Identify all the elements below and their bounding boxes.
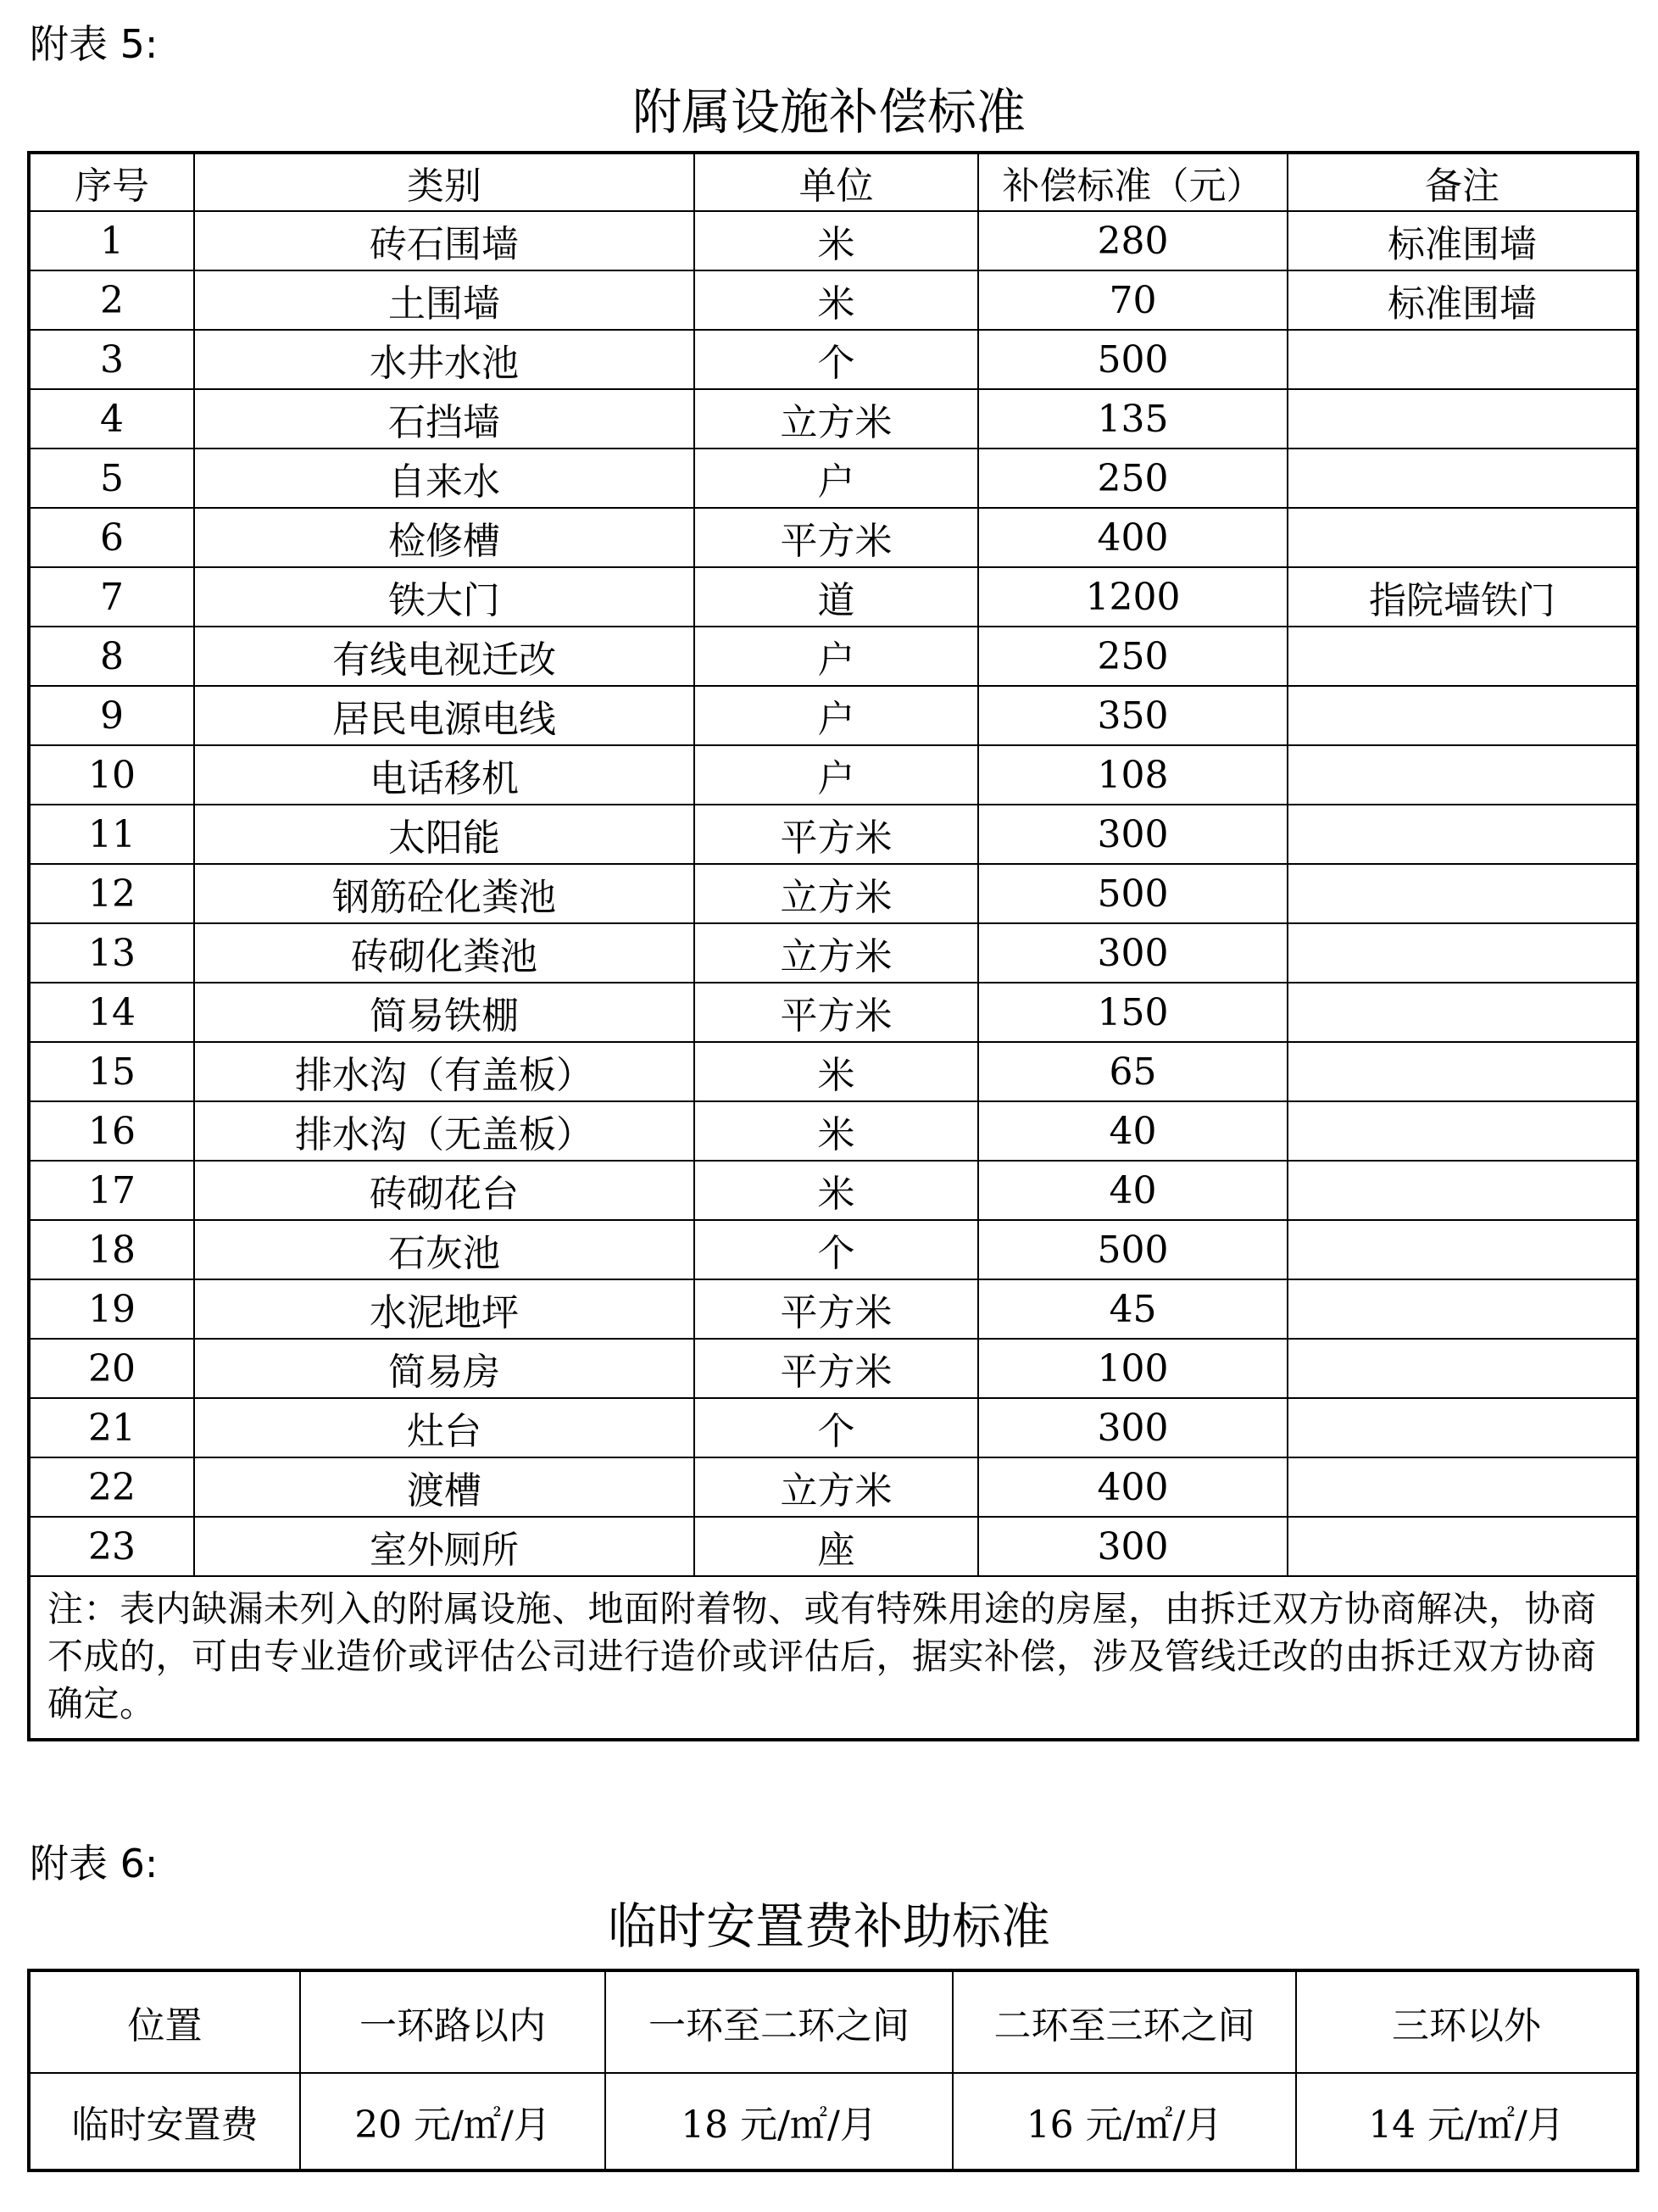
table-row (29, 1517, 1638, 1576)
table-cell: 300 (978, 923, 1288, 983)
table-cell: 排水沟（无盖板） (194, 1101, 694, 1161)
table-cell: 铁大门 (194, 567, 694, 627)
table-cell: 个 (694, 330, 978, 389)
header-cell: 一环至二环之间 (605, 1970, 953, 2073)
table-cell: 150 (978, 983, 1288, 1042)
header-cell: 备注 (1288, 153, 1638, 211)
header-row (29, 1970, 1638, 2073)
table-cell: 户 (694, 627, 978, 686)
annex5-table (27, 151, 1639, 1741)
table-cell: 18 (29, 1220, 194, 1279)
table-cell: 米 (694, 1042, 978, 1101)
table-cell (1288, 1279, 1638, 1339)
table-cell: 65 (978, 1042, 1288, 1101)
table-cell: 21 (29, 1398, 194, 1457)
table-cell: 22 (29, 1457, 194, 1517)
table-cell (1288, 389, 1638, 449)
table-row (29, 330, 1638, 389)
table-row (29, 449, 1638, 508)
table-cell: 3 (29, 330, 194, 389)
table-cell: 立方米 (694, 864, 978, 923)
table-cell: 250 (978, 449, 1288, 508)
table-cell: 米 (694, 1101, 978, 1161)
annex6-table (27, 1969, 1639, 2172)
table-cell: 23 (29, 1517, 194, 1576)
table-cell: 户 (694, 745, 978, 805)
table-cell: 检修槽 (194, 508, 694, 567)
table-cell: 立方米 (694, 923, 978, 983)
header-cell: 单位 (694, 153, 978, 211)
table-cell: 5 (29, 449, 194, 508)
table-row (29, 1101, 1638, 1161)
table-cell: 70 (978, 270, 1288, 330)
table-row (29, 211, 1638, 270)
table-cell: 道 (694, 567, 978, 627)
annex6-title: 临时安置费补助标准 (607, 1897, 1050, 1955)
table-cell: 电话移机 (194, 745, 694, 805)
table-cell: 标准围墙 (1288, 211, 1638, 270)
table-cell: 平方米 (694, 805, 978, 864)
table-cell: 米 (694, 211, 978, 270)
table-cell: 280 (978, 211, 1288, 270)
table-cell: 指院墙铁门 (1288, 567, 1638, 627)
header-row (29, 153, 1638, 211)
table-cell: 标准围墙 (1288, 270, 1638, 330)
table-row (29, 1220, 1638, 1279)
table-cell: 15 (29, 1042, 194, 1101)
table-cell (1288, 1339, 1638, 1398)
table-row (29, 508, 1638, 567)
table-cell: 水井水池 (194, 330, 694, 389)
table-cell: 米 (694, 270, 978, 330)
annex5-label: 附表 5: (30, 21, 159, 67)
table-cell: 自来水 (194, 449, 694, 508)
table-cell: 立方米 (694, 1457, 978, 1517)
table-cell: 16 (29, 1101, 194, 1161)
table-cell: 500 (978, 1220, 1288, 1279)
table-cell: 300 (978, 1517, 1288, 1576)
table-cell: 个 (694, 1398, 978, 1457)
annex5-table-body (29, 211, 1638, 1576)
table-cell: 2 (29, 270, 194, 330)
table-row (29, 923, 1638, 983)
table-cell: 立方米 (694, 389, 978, 449)
table-cell: 土围墙 (194, 270, 694, 330)
table-cell: 11 (29, 805, 194, 864)
table-cell: 9 (29, 686, 194, 745)
table-row (29, 1279, 1638, 1339)
table-cell (1288, 1101, 1638, 1161)
table-cell: 20 元/㎡/月 (300, 2073, 605, 2170)
table-cell: 平方米 (694, 1339, 978, 1398)
table-cell (1288, 1042, 1638, 1101)
table-cell (1288, 686, 1638, 745)
annex5-note: 注：表内缺漏未列入的附属设施、地面附着物、或有特殊用途的房屋，由拆迁双方协商解决，协商不成的，可由专业造价或评估公司进行造价或评估后，据实补偿，涉及管线迁改的由拆迁双方协商确定。 (29, 1576, 1638, 1740)
table-cell: 砖砌花台 (194, 1161, 694, 1220)
table-cell: 400 (978, 1457, 1288, 1517)
table-cell: 13 (29, 923, 194, 983)
table-cell: 简易房 (194, 1339, 694, 1398)
table-row (29, 1457, 1638, 1517)
table-cell: 7 (29, 567, 194, 627)
table-cell: 100 (978, 1339, 1288, 1398)
table-cell: 250 (978, 627, 1288, 686)
table-cell: 太阳能 (194, 805, 694, 864)
table-cell: 简易铁棚 (194, 983, 694, 1042)
table-cell: 砖石围墙 (194, 211, 694, 270)
table-cell: 19 (29, 1279, 194, 1339)
table-cell: 12 (29, 864, 194, 923)
table-cell (1288, 330, 1638, 389)
table-cell: 渡槽 (194, 1457, 694, 1517)
table-cell: 米 (694, 1161, 978, 1220)
table-cell (1288, 923, 1638, 983)
table-row (29, 1042, 1638, 1101)
table-cell (1288, 1161, 1638, 1220)
table-cell (1288, 1457, 1638, 1517)
table-cell: 室外厕所 (194, 1517, 694, 1576)
table-row (29, 864, 1638, 923)
table-cell: 平方米 (694, 983, 978, 1042)
header-cell: 二环至三环之间 (953, 1970, 1296, 2073)
table-cell: 钢筋砼化粪池 (194, 864, 694, 923)
annex6-label: 附表 6: (30, 1841, 159, 1886)
table-cell (1288, 1220, 1638, 1279)
table-cell (1288, 449, 1638, 508)
table-cell (1288, 1398, 1638, 1457)
table-row (29, 686, 1638, 745)
table-cell: 个 (694, 1220, 978, 1279)
table-cell: 18 元/㎡/月 (605, 2073, 953, 2170)
table-cell: 1200 (978, 567, 1288, 627)
table-row (29, 1161, 1638, 1220)
table-cell: 350 (978, 686, 1288, 745)
table-cell (1288, 627, 1638, 686)
table-cell: 500 (978, 330, 1288, 389)
table-cell: 40 (978, 1101, 1288, 1161)
table-row (29, 270, 1638, 330)
table-cell: 石灰池 (194, 1220, 694, 1279)
table-cell: 灶台 (194, 1398, 694, 1457)
header-cell: 三环以外 (1296, 1970, 1638, 2073)
table-cell: 16 元/㎡/月 (953, 2073, 1296, 2170)
table-cell: 17 (29, 1161, 194, 1220)
header-cell: 一环路以内 (300, 1970, 605, 2073)
table-row (29, 745, 1638, 805)
table-cell: 4 (29, 389, 194, 449)
table-cell: 平方米 (694, 1279, 978, 1339)
table-cell: 排水沟（有盖板） (194, 1042, 694, 1101)
table-row (29, 389, 1638, 449)
table-cell: 水泥地坪 (194, 1279, 694, 1339)
table-cell: 石挡墙 (194, 389, 694, 449)
header-cell: 位置 (29, 1970, 300, 2073)
table-cell: 户 (694, 449, 978, 508)
table-cell: 1 (29, 211, 194, 270)
table-cell: 108 (978, 745, 1288, 805)
table-cell: 临时安置费 (29, 2073, 300, 2170)
table-cell: 20 (29, 1339, 194, 1398)
table-row (29, 1398, 1638, 1457)
table-cell: 6 (29, 508, 194, 567)
header-cell: 补偿标准（元） (978, 153, 1288, 211)
table-cell (1288, 805, 1638, 864)
table-row (29, 1339, 1638, 1398)
table-cell: 8 (29, 627, 194, 686)
table-cell: 14 (29, 983, 194, 1042)
table-cell: 40 (978, 1161, 1288, 1220)
table-cell: 砖砌化粪池 (194, 923, 694, 983)
table-cell: 135 (978, 389, 1288, 449)
table-cell: 45 (978, 1279, 1288, 1339)
table-row (29, 805, 1638, 864)
table-cell: 户 (694, 686, 978, 745)
table-cell (1288, 983, 1638, 1042)
table-row (29, 567, 1638, 627)
annex5-title: 附属设施补偿标准 (631, 83, 1026, 141)
table-cell: 平方米 (694, 508, 978, 567)
table-cell: 400 (978, 508, 1288, 567)
table-cell: 10 (29, 745, 194, 805)
table-row (29, 983, 1638, 1042)
header-cell: 序号 (29, 153, 194, 211)
table-row (29, 627, 1638, 686)
table-cell: 300 (978, 1398, 1288, 1457)
table-cell: 居民电源电线 (194, 686, 694, 745)
table-cell: 有线电视迁改 (194, 627, 694, 686)
table-cell (1288, 508, 1638, 567)
table-row (29, 2073, 1638, 2170)
table-cell: 14 元/㎡/月 (1296, 2073, 1638, 2170)
table-cell (1288, 1517, 1638, 1576)
table-cell: 座 (694, 1517, 978, 1576)
header-cell: 类别 (194, 153, 694, 211)
table-cell (1288, 864, 1638, 923)
note-row (29, 1576, 1638, 1740)
table-cell: 300 (978, 805, 1288, 864)
table-cell (1288, 745, 1638, 805)
table-cell: 500 (978, 864, 1288, 923)
